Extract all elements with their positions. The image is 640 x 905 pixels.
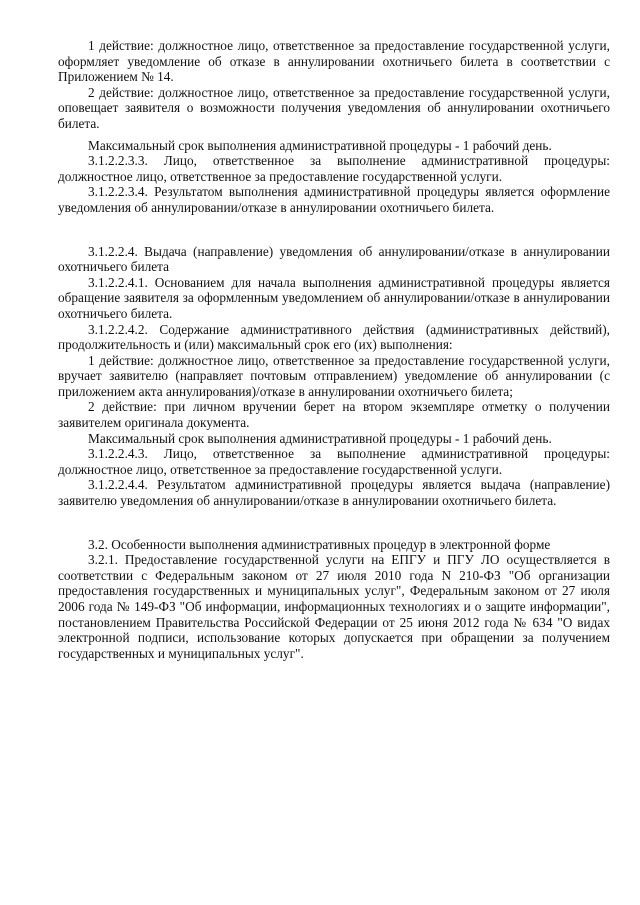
paragraph-3-1-2-2-4-4: 3.1.2.2.4.4. Результатом административной процедуры является выдача (направление) заявителю уведомления об аннулировании/отказе в аннулировании охотничьего билета. bbox=[58, 477, 610, 509]
paragraph-3-2-1: 3.2.1. Предоставление государственной услуги на ЕПГУ и ПГУ ЛО осуществляется в соответствии с Федеральным законом от 27 июля 2010 года N 210-ФЗ "Об организации предоставления государственных и муниципальных услуг", Федеральным законом от 27 июля 2006 года № 149-ФЗ "Об информации, информационных технологиях и о защите информации", постановлением Правительства Российской Федерации от 25 июня 2012 года № 634 "О видах электронной подписи, использование которых допускается при обращении за получением государственных и муниципальных услуг". bbox=[58, 552, 610, 661]
paragraph-3-1-2-2-4-3: 3.1.2.2.4.3. Лицо, ответственное за выполнение административной процедуры: должностное лицо, ответственное за предоставление государственной услуги. bbox=[58, 446, 610, 477]
paragraph-3-1-2-2-4-1: 3.1.2.2.4.1. Основанием для начала выполнения административной процедуры является обращение заявителя за оформленным уведомлением об аннулировании/отказе в аннулировании охотничьего билета. bbox=[58, 274, 610, 321]
section-heading-3-1-2-2-4: 3.1.2.2.4. Выдача (направление) уведомления об аннулировании/отказе в аннулировании охотничьего билета bbox=[58, 243, 610, 275]
paragraph-action-2-notify: 2 действие: должностное лицо, ответственное за предоставление государственной услуги, оповещает заявителя о возможности получения уведомления об аннулировании охотничьего билета. bbox=[58, 84, 610, 131]
paragraph-3-1-2-2-3-3: 3.1.2.2.3.3. Лицо, ответственное за выполнение административной процедуры: должностное лицо, ответственное за предоставление государственной услуги. bbox=[58, 153, 610, 184]
paragraph-max-term: Максимальный срок выполнения административной процедуры - 1 рабочий день. bbox=[88, 137, 552, 153]
paragraph-max-term-2: Максимальный срок выполнения административной процедуры - 1 рабочий день. bbox=[88, 430, 552, 446]
paragraph-3-1-2-2-4-2: 3.1.2.2.4.2. Содержание административного действия (административных действий), продолжительность и (или) максимальный срок его (их) выполнения: bbox=[58, 321, 610, 353]
paragraph-action-1-refusal: 1 действие: должностное лицо, ответственное за предоставление государственной услуги, оформляет уведомление об отказе в аннулировании охотничьего билета в соответствии с Приложением № 14. bbox=[58, 38, 610, 85]
section-heading-3-2: 3.2. Особенности выполнения административных процедур в электронной форме bbox=[88, 536, 551, 552]
paragraph-3-1-2-2-3-4: 3.1.2.2.3.4. Результатом выполнения административной процедуры является оформление уведомления об аннулировании/отказе в аннулировании охотничьего билета. bbox=[58, 184, 610, 215]
paragraph-action-1-deliver: 1 действие: должностное лицо, ответственное за предоставление государственной услуги, вручает заявителю (направляет почтовым отправлением) уведомление об аннулировании (с приложением акта аннулирования)/отказе в аннулировании охотничьего билета; bbox=[58, 352, 610, 399]
spacer bbox=[58, 509, 610, 537]
spacer bbox=[58, 216, 610, 244]
paragraph-action-2-receipt: 2 действие: при личном вручении берет на втором экземпляре отметку о получении заявителем оригинала документа. bbox=[58, 399, 610, 431]
